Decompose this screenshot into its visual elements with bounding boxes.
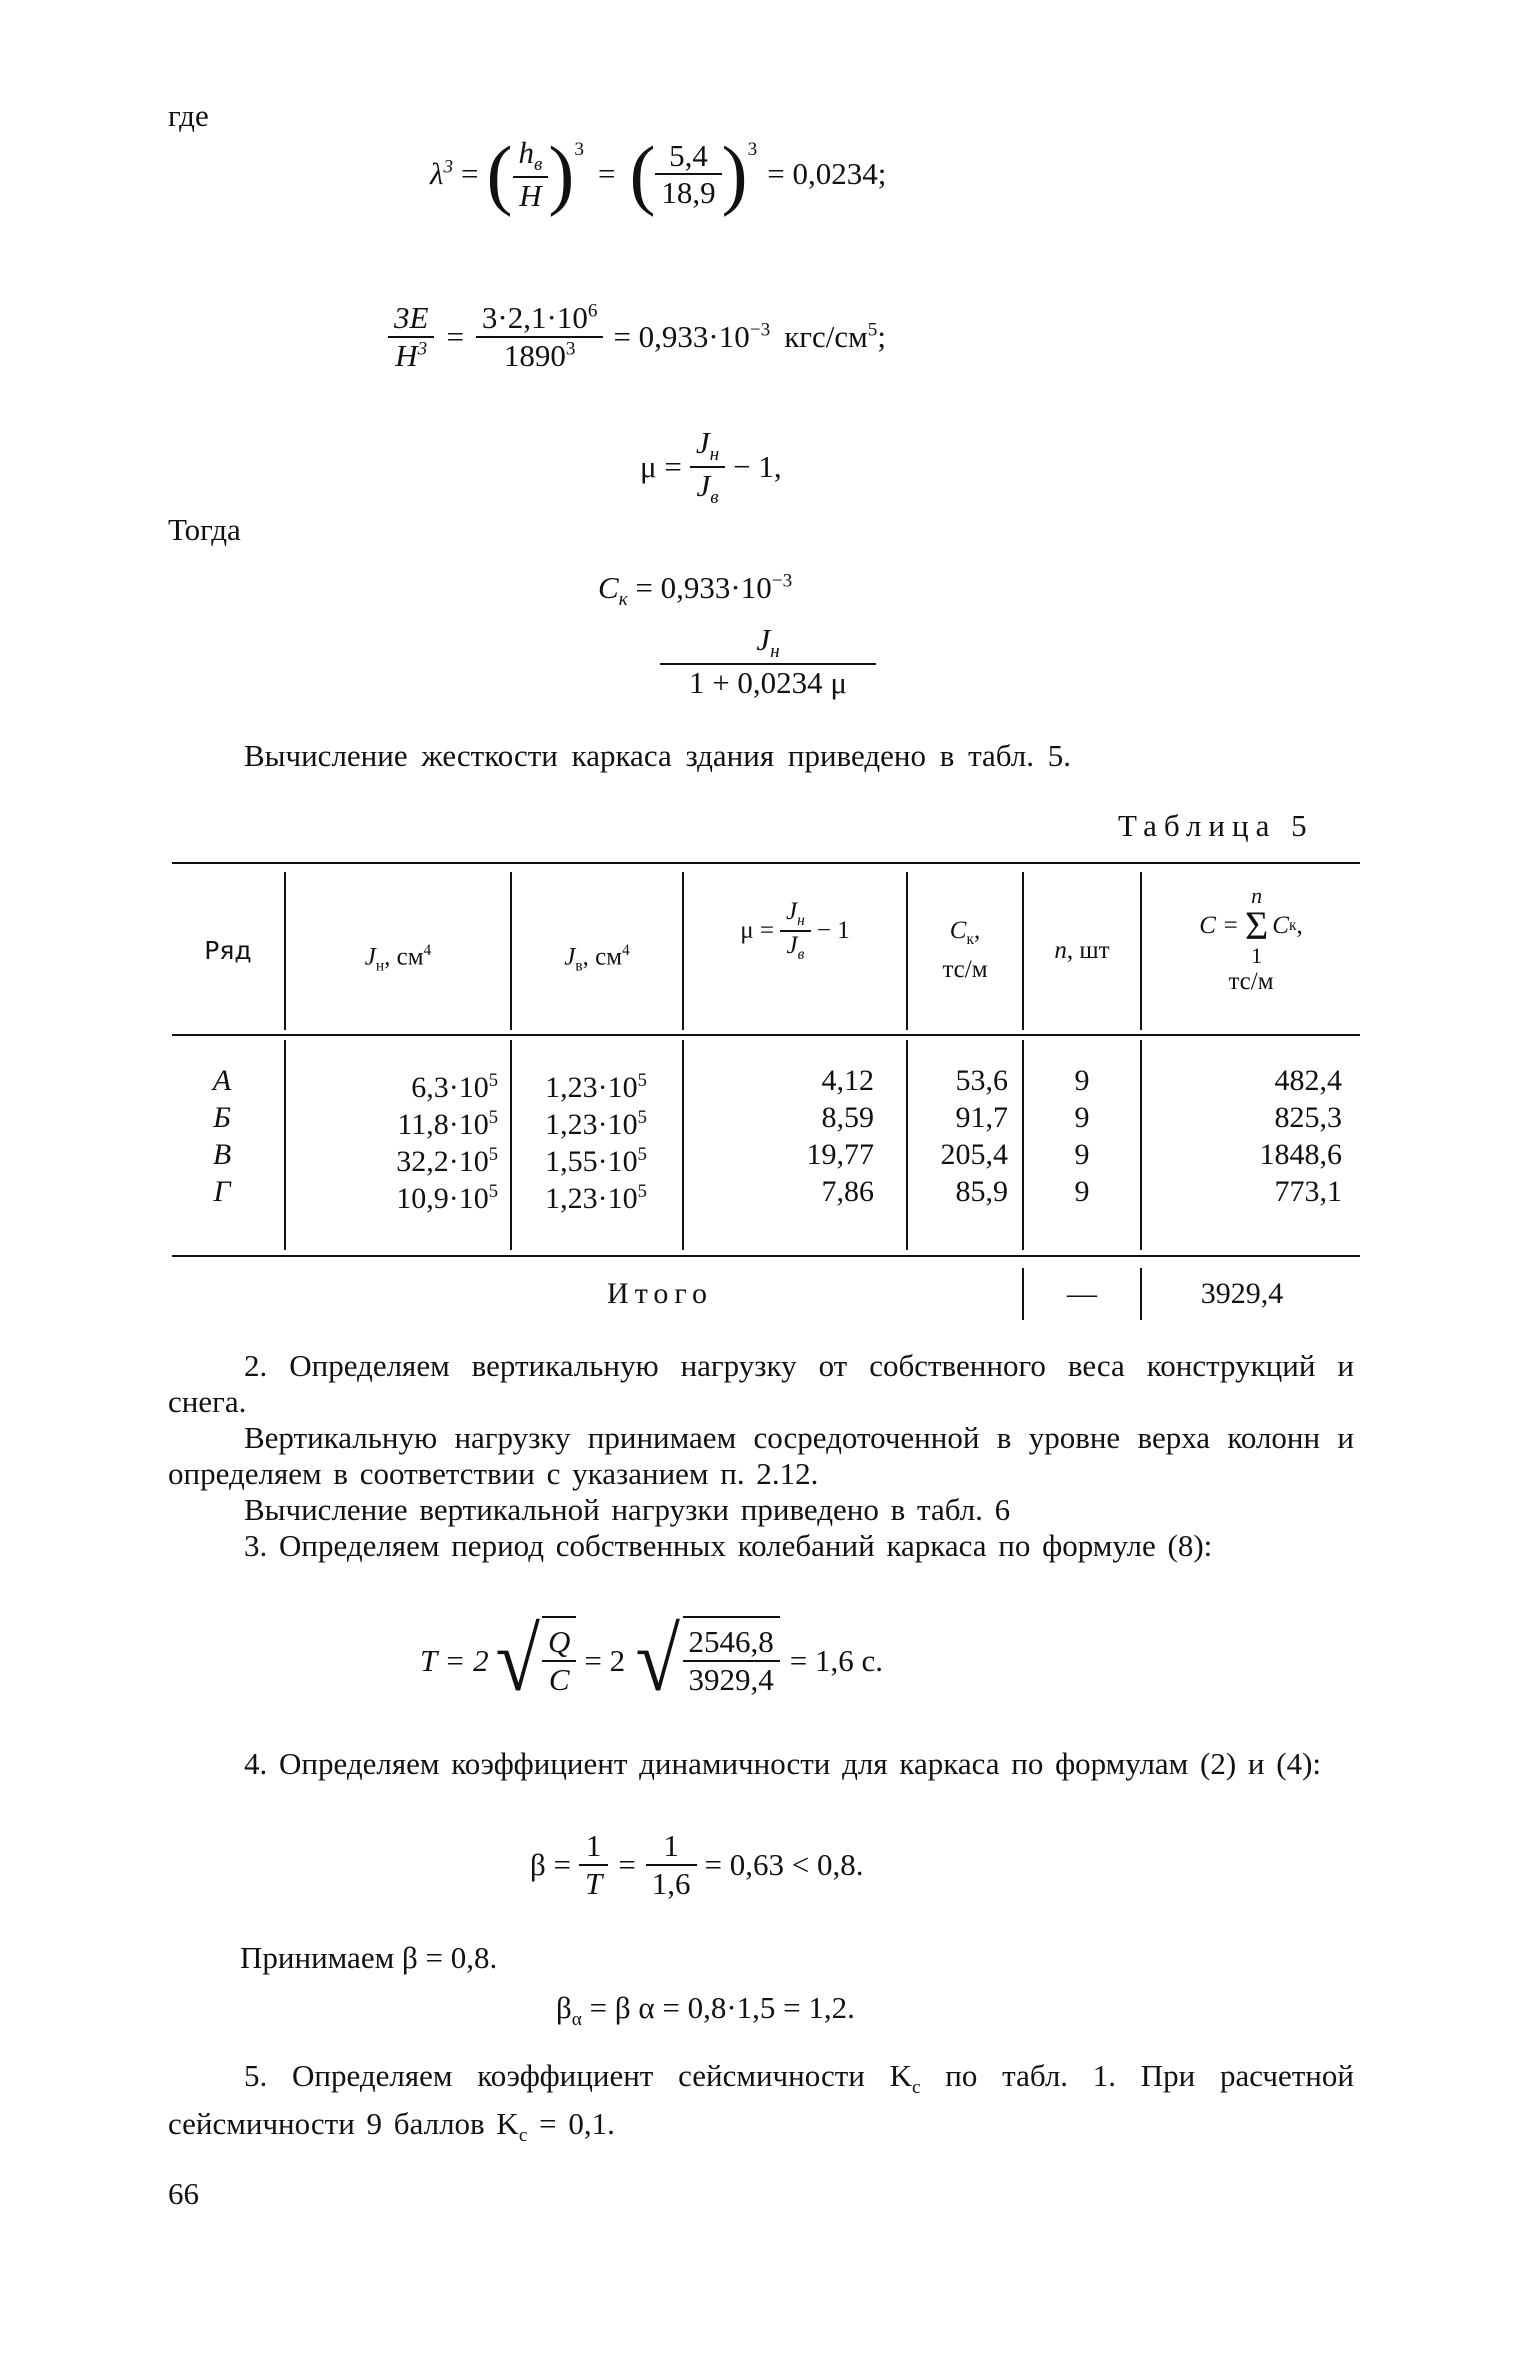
table-cell-jv: $1,23\cdot 10^5$ — [545, 1107, 647, 1141]
table-cell-mu: 8,59 — [821, 1101, 874, 1134]
header-jn: $J_н$, $см^4$ — [364, 942, 432, 975]
mu-fraction: $\frac{J_н}{J_в}$ — [690, 425, 725, 510]
paragraph-5: 5. Определяем коэффициент сейсмичности $K_с$ по табл. 1. При расчетной сейсмичности 9 баллов $K_с = 0,1$. — [168, 2058, 1354, 2147]
header-mu: μ = $\frac{J_н}{J_в}$ − 1 — [740, 898, 850, 963]
table-cell-ck: 53,6 — [955, 1064, 1008, 1097]
table-cell-c: 1848,6 — [1259, 1138, 1342, 1171]
paragraph-4: 4. Определяем коэффициент динамичности для каркаса по формулам (2) и (4): — [244, 1746, 1322, 1781]
stiffness-coef-equation: $\frac{3E}{H^3}$ = $\frac{3\cdot 2,1\cdot 10^6}{1890^3}$ = $0,933\cdot 10^{-3}$ кгс/$см^5$; — [388, 300, 886, 373]
table-cell-mu: 19,77 — [806, 1138, 874, 1171]
table-cell-jv: $1,23\cdot 10^5$ — [545, 1181, 647, 1215]
table-cell-mu: 7,86 — [821, 1175, 874, 1208]
paragraph-2: 2. Определяем вертикальную нагрузку от собственного веса конструкций и снега. — [168, 1348, 1354, 1419]
lambda-equation: $\lambda^3$ = ( $\frac{h_в}{H}$ ) $^3$ = ( $\frac{5,4}{18,9}$ ) $^3$ = 0,0234; — [430, 130, 887, 218]
ck-fraction: $J_н$ 1 + 0,0234 μ — [660, 622, 876, 701]
paragraph-3: 3. Определяем период собственных колебаний каркаса по формуле (8): — [244, 1528, 1213, 1563]
lambda-lhs: $\lambda^3$ — [430, 156, 454, 192]
table-cell-row: А — [212, 1064, 232, 1097]
page-number: 66 — [168, 2176, 199, 2211]
table-caption: Таблица 5 — [1118, 808, 1314, 843]
total-c: 3929,4 — [1200, 1277, 1284, 1310]
table-cell-jn: $32,2\cdot 10^5$ — [396, 1144, 498, 1178]
lambda-fraction-1: $\frac{h_в}{H}$ — [513, 135, 549, 214]
table-cell-c: 825,3 — [1274, 1101, 1342, 1134]
header-jv: $J_в$, $см^4$ — [564, 942, 630, 975]
table-cell-jn: $11,8\cdot 10^5$ — [397, 1107, 498, 1141]
table-cell-row: Б — [213, 1101, 231, 1134]
numeric-fraction: $\frac{3\cdot 2,1\cdot 10^6}{1890^3}$ — [476, 300, 604, 373]
beta-equation: β = $\frac{1}{T}$ = $\frac{1}{1,6}$ = 0,63 < 0,8. — [530, 1828, 864, 1901]
table-cell-c: 773,1 — [1274, 1175, 1342, 1208]
table-cell-jv: $1,55\cdot 10^5$ — [545, 1144, 647, 1178]
table-cell-row: В — [212, 1138, 232, 1171]
table-cell-ck: 91,7 — [955, 1101, 1008, 1134]
table-cell-n: 9 — [1074, 1175, 1090, 1208]
table-cell-n: 9 — [1074, 1138, 1090, 1171]
paragraph-2c: Вычисление вертикальной нагрузки приведено в табл. 6 — [244, 1492, 1011, 1527]
3e-fraction: $\frac{3E}{H^3}$ — [388, 300, 434, 373]
table-cell-n: 9 — [1074, 1064, 1090, 1097]
ck-equation-line1: $C_к = 0,933\cdot 10^{-3}$ — [598, 570, 793, 611]
period-equation: T = 2 √ $\frac{Q}{C}$ = 2 √ $\frac{2546,8}{3929,4}$ = 1,6 с. — [420, 1611, 884, 1710]
table-cell-ck: 205,4 — [940, 1138, 1008, 1171]
table-cell-jn: $10,9\cdot 10^5$ — [396, 1181, 498, 1215]
table-cell-row: Г — [213, 1175, 231, 1208]
table-cell-jv: $1,23\cdot 10^5$ — [545, 1070, 647, 1104]
total-n: — — [1067, 1277, 1097, 1310]
table-cell-c: 482,4 — [1274, 1064, 1342, 1097]
header-ck: $C_к$, тс/м — [942, 917, 988, 983]
header-row: Ряд — [204, 936, 252, 965]
header-c: C = n Σ 1 C к , тс/м — [1199, 883, 1303, 995]
paragraph-2b: Вертикальную нагрузку принимаем сосредоточенной в уровне верха колонн и определяем в соответствии с указанием п. 2.12. — [168, 1420, 1354, 1491]
calc-sentence: Вычисление жесткости каркаса здания приведено в табл. 5. — [244, 738, 1072, 773]
accept-line: Принимаем β = 0,8. — [240, 1940, 498, 1975]
table-cell-ck: 85,9 — [955, 1175, 1008, 1208]
table-cell-mu: 4,12 — [821, 1064, 874, 1097]
mu-equation: μ = $\frac{J_н}{J_в}$ − 1, — [640, 425, 782, 509]
table-cell-n: 9 — [1074, 1101, 1090, 1134]
then-word: Тогда — [168, 512, 241, 547]
table-cell-jn: $6,3\cdot 10^5$ — [411, 1070, 498, 1104]
total-label: Итого — [607, 1277, 713, 1310]
lambda-fraction-2: $\frac{5,4}{18,9}$ — [655, 138, 721, 211]
header-n: n, шт — [1054, 937, 1110, 964]
beta-alpha-equation: $\beta_\alpha = \beta$ α = 0,8·1,5 = 1,2. — [556, 1990, 855, 2031]
intro-word: где — [168, 98, 209, 133]
